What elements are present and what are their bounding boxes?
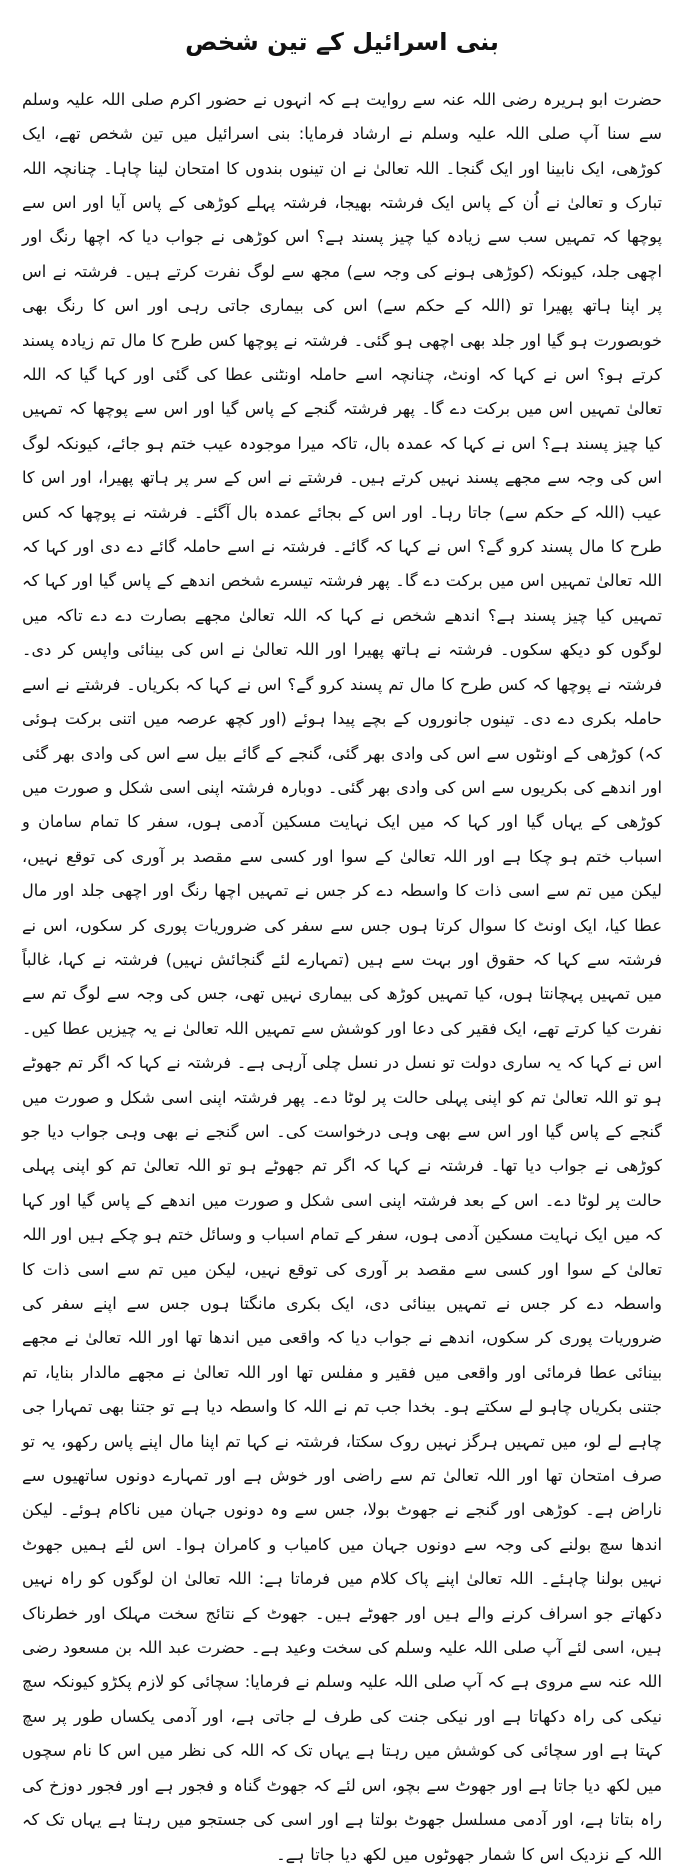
page-title: بنی اسرائیل کے تین شخص xyxy=(185,28,499,56)
body-paragraph: حضرت ابو ہریرہ رضی اللہ عنہ سے روایت ہے کہ انہوں نے حضور اکرم صلی اللہ علیہ وسلم سے سنا آپ صلی اللہ علیہ وسلم نے ارشاد فرمایا: بنی اسرائیل میں تین شخص تھے، ایک کوڑھی، ایک نابینا اور ایک گنجا۔ اللہ تعالیٰ نے ان تینوں بندوں کا امتحان لینا چاہا۔ چنانچہ اللہ تبارک و تعالیٰ نے اُن کے پاس ایک فرشتہ بھیجا، فرشتہ پہلے کوڑھی کے پاس آیا اور اس سے پوچھا کہ تمہیں سب سے زیادہ کیا چیز پسند ہے؟ اس کوڑھی نے جواب دیا کہ اچھا رنگ اور اچھی جلد، کیونکہ (کوڑھی ہونے کی وجہ سے) مجھ سے لوگ نفرت کرتے ہیں۔ فرشتہ نے اس پر اپنا ہاتھ پھیرا تو (اللہ کے حکم سے) اس کی بیماری جاتی رہی اور اس کا رنگ بھی خوبصورت ہو گیا اور جلد بھی اچھی ہو گئی۔ فرشتہ نے پوچھا کس طرح کا مال تم زیادہ پسند کرتے ہو؟ اس نے کہا کہ اونٹ، چنانچہ اسے حاملہ اونٹنی عطا کی گئی اور کہا گیا کہ اللہ تعالیٰ تمہیں اس میں برکت دے گا۔ پھر فرشتہ گنجے کے پاس گیا اور اس سے پوچھا کہ تمہیں کیا چیز پسند ہے؟ اس نے کہا کہ عمدہ بال، تاکہ میرا موجودہ عیب ختم ہو جائے، کیونکہ لوگ اس کی وجہ سے مجھے پسند نہیں کرتے ہیں۔ فرشتے نے اس کے سر پر ہاتھ پھیرا، اور اس کا عیب (اللہ کے حکم سے) جاتا رہا۔ اور اس کے بجائے عمدہ بال آگئے۔ فرشتہ نے پوچھا کہ کس طرح کا مال پسند کرو گے؟ اس نے کہا کہ گائے۔ فرشتہ نے اسے حاملہ گائے دے دی اور کہا کہ اللہ تعالیٰ تمہیں اس میں برکت دے گا۔ پھر فرشتہ تیسرے شخص اندھے کے پاس گیا اور کہا کہ تمہیں کیا چیز پسند ہے؟ اندھے شخص نے کہا کہ اللہ تعالیٰ مجھے بصارت دے دے تاکہ میں لوگوں کو دیکھ سکوں۔ فرشتہ نے ہاتھ پھیرا اور اللہ تعالیٰ نے اس کی بینائی واپس کر دی۔ فرشتہ نے پوچھا کہ کس طرح کا مال تم پسند کرو گے؟ اس نے کہا کہ بکریاں۔ فرشتے نے اسے حاملہ بکری دے دی۔ تینوں جانوروں کے بچے پیدا ہوئے (اور کچھ عرصہ میں اتنی برکت ہوئی کہ) کوڑھی کے اونٹوں سے اس کی وادی بھر گئی، گنجے کے گائے بیل سے اس کی وادی بھر گئی اور اندھے کی بکریوں سے اس کی وادی بھر گئی۔ دوبارہ فرشتہ اپنی اسی شکل و صورت میں کوڑھی کے یہاں گیا اور کہا کہ میں ایک نہایت مسکین آدمی ہوں، سفر کا تمام سامان و اسباب ختم ہو چکا ہے اور اللہ تعالیٰ کے سوا اور کسی سے مقصد بر آوری کی توقع نہیں، لیکن میں تم سے اسی ذات کا واسطہ دے کر جس نے تمہیں اچھا رنگ اور اچھی جلد اور مال عطا کیا، ایک اونٹ کا سوال کرتا ہوں جس سے سفر کی ضروریات پوری کر سکوں، اس نے فرشتہ سے کہا کہ حقوق اور بہت سے ہیں (تمہارے لئے گنجائش نہیں) فرشتہ نے کہا، غالباً میں تمہیں پہچانتا ہوں، کیا تمہیں کوڑھ کی بیماری نہیں تھی، جس کی وجہ سے لوگ تم سے نفرت کیا کرتے تھے، ایک فقیر کی دعا اور کوشش سے تمہیں اللہ تعالیٰ نے یہ چیزیں عطا کیں۔ اس نے کہا کہ یہ ساری دولت تو نسل در نسل چلی آرہی ہے۔ فرشتہ نے کہا کہ اگر تم جھوٹے ہو تو اللہ تعالیٰ تم کو اپنی پہلی حالت پر لوٹا دے۔ پھر فرشتہ اپنی اسی شکل و صورت میں گنجے کے پاس گیا اور اس سے بھی وہی درخواست کی۔ اس گنجے نے بھی وہی جواب دیا جو کوڑھی نے جواب دیا تھا۔ فرشتہ نے کہا کہ اگر تم جھوٹے ہو تو اللہ تعالیٰ تم کو اپنی پہلی حالت پر لوٹا دے۔ اس کے بعد فرشتہ اپنی اسی شکل و صورت میں اندھے کے پاس گیا اور کہا کہ میں ایک نہایت مسکین آدمی ہوں، سفر کے تمام اسباب و وسائل ختم ہو چکے ہیں اور اللہ تعالیٰ کے سوا اور کسی سے مقصد بر آوری کی توقع نہیں، لیکن میں تم سے اسی ذات کا واسطہ دے کر جس نے تمہیں بینائی دی، ایک بکری مانگتا ہوں جس سے اپنے سفر کی ضروریات پوری کر سکوں، اندھے نے جواب دیا کہ واقعی میں اندھا تھا اور اللہ تعالیٰ نے مجھے بینائی عطا فرمائی اور واقعی میں فقیر و مفلس تھا اور اللہ تعالیٰ نے مجھے مالدار بنایا، تم جتنی بکریاں چاہو لے سکتے ہو۔ بخدا جب تم نے اللہ کا واسطہ دیا ہے تو جتنا بھی تمہارا جی چاہے لے لو، میں تمہیں ہرگز نہیں روک سکتا، فرشتہ نے کہا تم اپنا مال اپنے پاس رکھو، یہ تو صرف امتحان تھا اور اللہ تعالیٰ تم سے راضی اور خوش ہے اور تمہارے دونوں ساتھیوں سے ناراض ہے۔ کوڑھی اور گنجے نے جھوٹ بولا، جس سے وہ دونوں جہان میں ناکام ہوئے۔ لیکن اندھا سچ بولنے کی وجہ سے دونوں جہان میں کامیاب و کامران ہوا۔ اس لئے ہمیں جھوٹ نہیں بولنا چاہئے۔ اللہ تعالیٰ اپنے پاک کلام میں فرماتا ہے: اللہ تعالیٰ ان لوگوں کو راہ نہیں دکھاتے جو اسراف کرنے والے ہیں اور جھوٹے ہیں۔ جھوٹ کے نتائج سخت مہلک اور خطرناک ہیں، اسی لئے آپ صلی اللہ علیہ وسلم کی سخت وعید ہے۔ حضرت عبد اللہ بن مسعود رضی اللہ عنہ سے مروی ہے کہ آپ صلی اللہ علیہ وسلم نے فرمایا: سچائی کو لازم پکڑو کیونکہ سچ نیکی کی راہ دکھاتا ہے اور نیکی جنت کی طرف لے جاتی ہے، اور آدمی یکساں طور پر سچ کہتا ہے اور سچائی کی کوشش میں رہتا ہے یہاں تک کہ اللہ کی نظر میں اس کا نام سچوں میں لکھ دیا جاتا ہے اور جھوٹ سے بچو، اس لئے کہ جھوٹ گناہ و فجور ہے اور فجور دوزخ کی راہ بتاتا ہے، اور آدمی مسلسل جھوٹ بولتا ہے اور اسی کی جستجو میں رہتا ہے یہاں تک کہ اللہ کے نزدیک اس کا شمار جھوٹوں میں لکھ دیا جاتا ہے۔ xyxy=(22,89,662,1864)
